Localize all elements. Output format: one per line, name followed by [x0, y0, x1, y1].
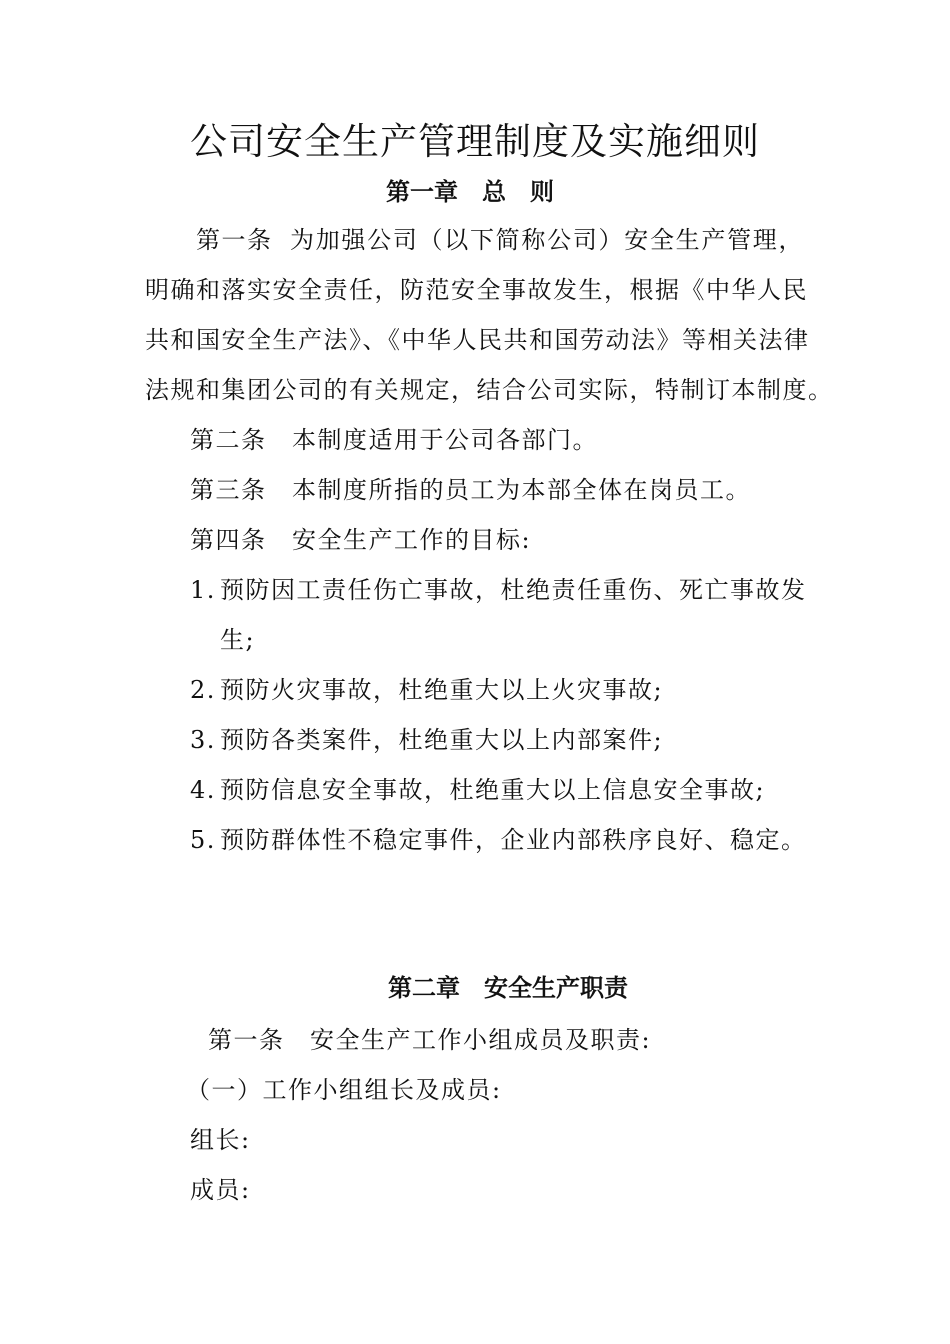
- article-2-text: 本制度适用于公司各部门。: [292, 426, 598, 454]
- chapter-1-heading: 第一章 总 则: [386, 177, 554, 206]
- goal-2-text: 预防火灾事故，杜绝重大以上火灾事故;: [220, 676, 664, 704]
- chapter-2-article-1-label: 第一条: [208, 1026, 285, 1054]
- goal-2-number: 2.: [190, 676, 216, 704]
- goal-4-number: 4.: [190, 776, 216, 804]
- leader-label: 组长:: [190, 1126, 251, 1154]
- article-1-line-1: 为加强公司（以下简称公司）安全生产管理，: [290, 226, 804, 254]
- goal-3-text: 预防各类案件，杜绝重大以上内部案件;: [220, 726, 664, 754]
- article-4-text: 安全生产工作的目标:: [292, 526, 532, 554]
- article-4-label: 第四条: [190, 526, 267, 554]
- article-1-line-3: 共和国安全生产法》、《中华人民共和国劳动法》等相关法律: [145, 326, 810, 354]
- goal-1-number: 1.: [190, 576, 216, 604]
- article-1-label: 第一条: [196, 226, 273, 254]
- article-2-label: 第二条: [190, 426, 267, 454]
- chapter-2-heading: 第二章 安全生产职责: [388, 973, 628, 1002]
- members-label: 成员:: [190, 1176, 251, 1204]
- article-3-label: 第三条: [190, 476, 267, 504]
- goal-3-number: 3.: [190, 726, 216, 754]
- article-1-line-2: 明确和落实安全责任，防范安全事故发生，根据《中华人民: [145, 276, 808, 304]
- article-1-line-4: 法规和集团公司的有关规定，结合公司实际，特制订本制度。: [145, 376, 834, 404]
- article-3-text: 本制度所指的员工为本部全体在岗员工。: [292, 476, 751, 504]
- goal-1-text: 预防因工责任伤亡事故，杜绝责任重伤、死亡事故发: [220, 576, 807, 604]
- goal-5-text: 预防群体性不稳定事件，企业内部秩序良好、稳定。: [220, 826, 807, 854]
- goal-4-text: 预防信息安全事故，杜绝重大以上信息安全事故;: [220, 776, 766, 804]
- goal-5-number: 5.: [190, 826, 216, 854]
- document-title: 公司安全生产管理制度及实施细则: [190, 120, 760, 163]
- chapter-2-article-1-text: 安全生产工作小组成员及职责:: [310, 1026, 652, 1054]
- goal-1-text-continued: 生;: [220, 626, 256, 654]
- section-1-heading: （一）工作小组组长及成员:: [186, 1076, 502, 1104]
